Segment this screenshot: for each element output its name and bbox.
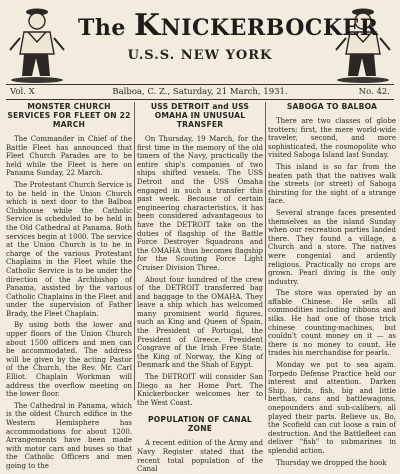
article-paragraph: The Cathedral in Panama, which is the oldest Church edifice in the Western Hemisphere has accommodations for about 1200. Arrangements have been made with motor cars and buses so that the Catholic Officers and men going to the <box>6 401 132 470</box>
article-columns <box>6 100 396 474</box>
column-divider <box>265 102 266 400</box>
article-paragraph: A recent edition of the Army and Navy Register stated that the recent total population of the Canal <box>137 439 263 474</box>
article-paragraph: Monday we put to sea again. Torpedo Defense Practice held our interest and attention. Darken Ship, birds, fish, big and little berthas, cans and battlewagons, onepounders and sub-calibers, all played their parts. Believe us, Bo, the Scofield can cut loose a rain of destruction. And the Battlefleet can deliver "fish" to submarines in splendid action. <box>268 361 396 455</box>
article-paragraph: Several strange faces presented themselves as the island Sunday when our recreation parties landed there. They found a village, a Church and a store. The natives were congenial and ardently religious. Practically no crops are grown. Pearl diving is the only industry. <box>268 208 396 286</box>
article-paragraph: This island is so far from the beaten path that the natives walk the streets (or street) of Saboga thirsting for the sight of a strange face. <box>268 162 396 206</box>
issue-date: Balboa, C. Z., Saturday, 21 March, 1931. <box>112 87 288 97</box>
sailor-illustration-left <box>2 2 72 84</box>
article-paragraph: The DETROIT will consider San Diego as her Home Port. The Knickerbocker welcomes her to the West Coast. <box>137 373 263 407</box>
article-paragraph: There are two classes of globe trotters; first, the mere world-wide traveler, second, and more sophisticated, the cosmopolite who visited Saboga Island last Sunday. <box>268 117 396 160</box>
dateline <box>6 84 394 100</box>
article-paragraph: The store was operated by an affable Chinese. He sells all commodities including ribbons and silks. He had one of those trick chinese counting-machines, but couldn't count money on it — as there is no money to count. He trades his merchandise for pearls. <box>268 289 396 358</box>
headline-church-services: MONSTER CHURCH SERVICES FOR FLEET ON 22 MARCH <box>7 102 131 129</box>
issue-number: No. 42. <box>358 87 390 97</box>
masthead-title-block <box>78 6 379 76</box>
headline-saboga-balboa: SABOGA TO BALBOA <box>286 102 378 111</box>
volume-number: Vol. X <box>10 87 35 97</box>
article-paragraph: About four hundred of the crew of the DETROIT transferred bag and baggage to the OMAHA. They leave a ship which has welcomed many prominent world figures, such as King and Queen of Spain, the President of Portugal, the President of Greece, President Cosgrave of the Irish Free State, the King of Norway, the King of Denmark and the Shah of Egypt. <box>137 275 263 370</box>
column-1 <box>6 100 132 470</box>
headline-detroit-omaha: USS DETROIT and USS OMAHA IN UNUSUAL TRANSFER <box>150 102 250 129</box>
article-paragraph: The Commander in Chief of the Battle Fleet has announced that Fleet Church Parades are to be held while the Fleet is here on Panama Sunday, 22 March. <box>6 135 132 178</box>
ship-name: U.S.S. NEW YORK <box>127 48 273 63</box>
newspaper-title: The KNICKERBOCKER <box>78 8 379 43</box>
column-2 <box>137 100 263 474</box>
masthead <box>0 0 400 86</box>
column-divider <box>134 102 135 400</box>
article-paragraph: On Thursday, 19 March, for the first time in the memory of the old timers of the Navy, practically the entire ship's companies of two ships shifted vessels. The USS Detroit and the USS Omaha engaged in such a transfer this past week. Because of certain engineering characteristics, it has been considered advantageous to have the DETROIT take on the duties of flagship of the Battle Force Destroyer Squadrons and the OMAHA thus becomes flagship for the Scouting Force Light Cruiser Division Three. <box>137 135 263 272</box>
column-3 <box>268 100 396 467</box>
article-paragraph: By using both the lower and upper floors of the Union Church about 1500 officers and men can be accommodated. The address will be given by the acting Pastor of the Church, the Rev. Mr. Carl Elliot. Chaplain Workman will address the overflow meeting on the lower floor. <box>6 321 132 399</box>
article-paragraph: Thursday we dropped the hook <box>276 458 387 467</box>
article-paragraph: The Protestant Church Service is to be held in the Union Church which is next door to the Balboa Clubhouse while the Catholic Service is scheduled to be held in the Old Cathedral at Panama. Both services begin at 1000. The service at the Union Church is to be in charge of the various Protestant Chaplains in the Fleet while the Catholic Service is to be under the direction of the Archbishop of Panama, assisted by the various Catholic Chaplains in the Fleet and under the supervision of Father Brady, the Fleet Chaplain. <box>6 180 132 318</box>
headline-canal-zone-population: POPULATION OF CANAL ZONE <box>148 415 252 434</box>
